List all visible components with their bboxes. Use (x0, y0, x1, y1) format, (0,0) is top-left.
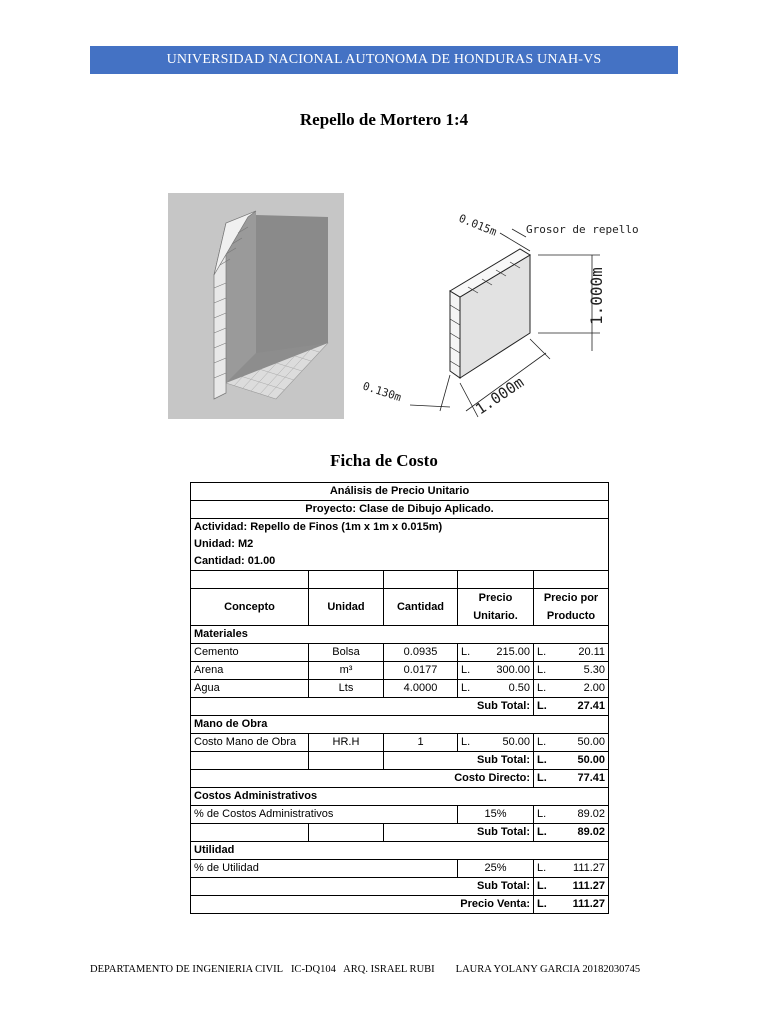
section-administrativos: Costos Administrativos (191, 788, 609, 806)
subtotal-row: Sub Total: L. 111.27 (191, 878, 609, 896)
section-title: Ficha de Costo (330, 451, 438, 470)
direct-cost-row: Costo Directo: L. 77.41 (191, 770, 609, 788)
depth-label: 0.130m (361, 379, 403, 405)
subtotal-row: Sub Total: L. 50.00 (191, 752, 609, 770)
section-materiales: Materiales (191, 626, 609, 644)
dimension-drawing-svg (350, 193, 655, 423)
table-row: Agua Lts 4.0000 L. 0.50 L. 2.00 (191, 680, 609, 698)
footer-course: IC-DQ104 (290, 964, 336, 975)
footer-department: DEPARTAMENTO DE INGENIERIA CIVIL (90, 964, 284, 975)
subtotal-row: Sub Total: L. 27.41 (191, 698, 609, 716)
plaster-label: Grosor de repello (526, 223, 639, 236)
section-mano-obra: Mano de Obra (191, 716, 609, 734)
section-utilidad: Utilidad (191, 842, 609, 860)
cost-table (190, 482, 609, 914)
university-banner: UNIVERSIDAD NACIONAL AUTONOMA DE HONDURAS UNAH-VS (90, 46, 678, 74)
height-label: 1.000m (587, 267, 606, 325)
table-heading: Análisis de Precio Unitario (191, 483, 609, 501)
page-footer (90, 964, 690, 975)
wall-dimension-drawing (350, 193, 655, 423)
table-row: Costo Mano de Obra HR.H 1 L. 50.00 L. 50.00 (191, 734, 609, 752)
document-title: Repello de Mortero 1:4 (299, 110, 469, 129)
table-unit: Unidad: M2 (191, 536, 609, 553)
thickness-label: 0.015m (456, 211, 499, 239)
wall-render-drawing (168, 193, 344, 419)
col-cantidad: Cantidad (384, 589, 458, 626)
col-precio-producto: Precio por Producto (534, 589, 609, 626)
table-quantity: Cantidad: 01.00 (191, 553, 609, 571)
footer-teacher: ARQ. ISRAEL RUBI (343, 964, 435, 975)
wall-render-image (168, 193, 344, 419)
table-row: Arena m³ 0.0177 L. 300.00 L. 5.30 (191, 662, 609, 680)
col-concepto: Concepto (191, 589, 309, 626)
table-header-row (191, 589, 609, 626)
table-activity: Actividad: Repello de Finos (1m x 1m x 0.015m) (191, 519, 609, 537)
sale-price-row: Precio Venta: L. 111.27 (191, 896, 609, 914)
col-unidad: Unidad (309, 589, 384, 626)
table-project: Proyecto: Clase de Dibujo Aplicado. (191, 501, 609, 519)
width-label: 1.000m (472, 373, 528, 419)
table-spacer-row (191, 571, 609, 589)
subtotal-row: Sub Total: L. 89.02 (191, 824, 609, 842)
col-precio-unitario: Precio Unitario. (458, 589, 534, 626)
table-row: % de Utilidad 25% L. 111.27 (191, 860, 609, 878)
table-row: % de Costos Administrativos 15% L. 89.02 (191, 806, 609, 824)
footer-student: LAURA YOLANY GARCIA 20182030745 (455, 964, 641, 975)
table-row: Cemento Bolsa 0.0935 L. 215.00 L. 20.11 (191, 644, 609, 662)
